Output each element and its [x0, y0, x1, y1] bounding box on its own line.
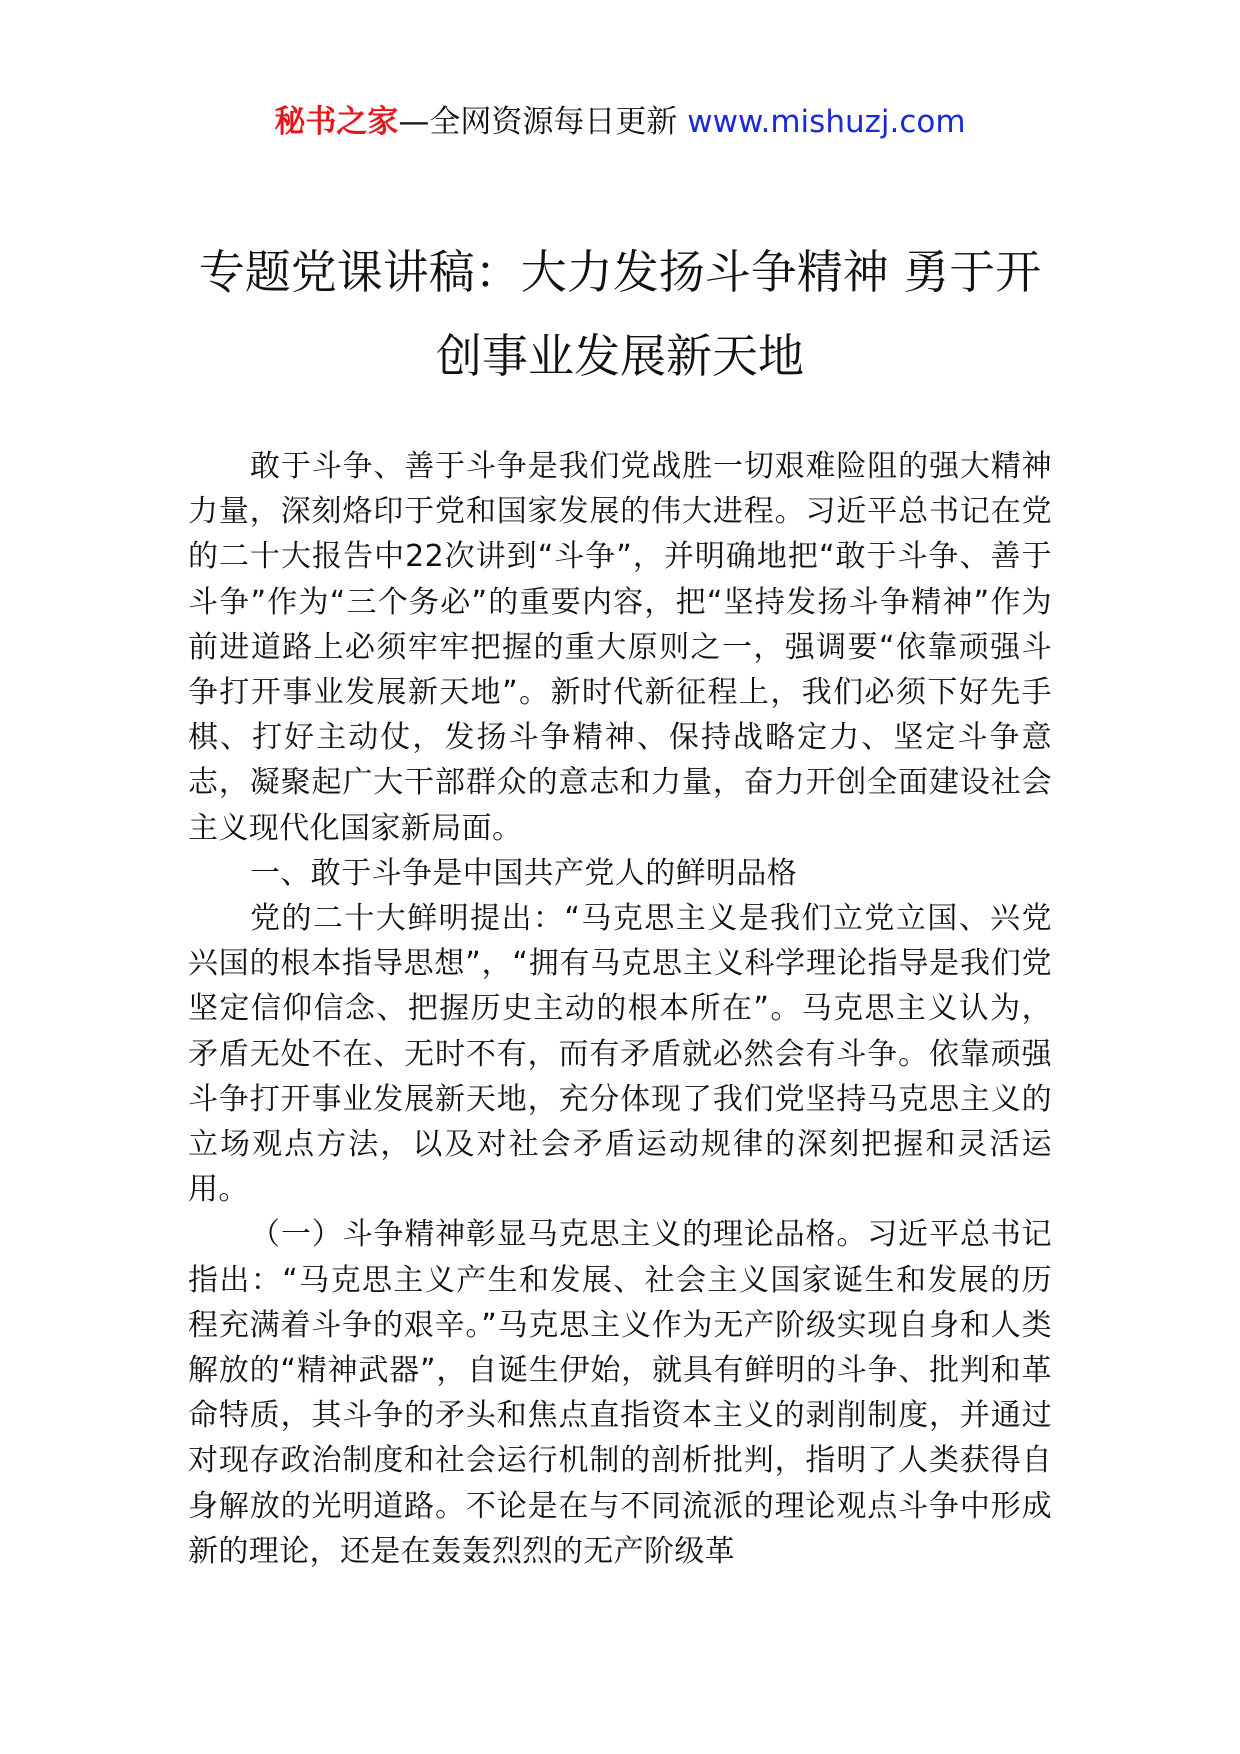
site-url-link[interactable]: www.mishuzj.com: [687, 104, 966, 140]
site-header: [0, 100, 1240, 144]
site-tagline: —全网资源每日更新: [398, 104, 678, 140]
document-title-line-2: 创事业发展新天地: [436, 329, 804, 383]
document-title: [150, 230, 1090, 398]
paragraph-subsection-1: （一）斗争精神彰显马克思主义的理论品格。习近平总书记指出：“马克思主义产生和发展、社会主义国家诞生和发展的历程充满着斗争的艰辛。”马克思主义作为无产阶级实现自身和人类解放的“精神武器”，自诞生伊始，就具有鲜明的斗争、批判和革命特质，其斗争的矛头和焦点直指资本主义的剥削制度，并通过对现存政治制度和社会运行机制的剖析批判，指明了人类获得自身解放的光明道路。不论是在与不同流派的理论观点斗争中形成新的理论，还是在轰轰烈烈的无产阶级革: [188, 1217, 1052, 1569]
site-brand: 秘书之家: [274, 104, 399, 140]
paragraph-section-1: 党的二十大鲜明提出：“马克思主义是我们立党立国、兴党兴国的根本指导思想”，“拥有马克思主义科学理论指导是我们党坚定信仰信念、把握历史主动的根本所在”。马克思主义认为，矛盾无处不在、无时不有，而有矛盾就必然会有斗争。依靠顽强斗争打开事业发展新天地，充分体现了我们党坚持马克思主义的立场观点方法，以及对社会矛盾运动规律的深刻把握和灵活运用。: [188, 901, 1052, 1208]
paragraph-intro: 敢于斗争、善于斗争是我们党战胜一切艰难险阻的强大精神力量，深刻烙印于党和国家发展的伟大进程。习近平总书记在党的二十大报告中22次讲到“斗争”，并明确地把“敢于斗争、善于斗争”作为“三个务必”的重要内容，把“坚持发扬斗争精神”作为前进道路上必须牢牢把握的重大原则之一，强调要“依靠顽强斗争打开事业发展新天地”。新时代新征程上，我们必须下好先手棋、打好主动仗，发扬斗争精神、保持战略定力、坚定斗争意志，凝聚起广大干部群众的意志和力量，奋力开创全面建设社会主义现代化国家新局面。: [188, 449, 1052, 846]
document-body: [188, 444, 1052, 1574]
document-title-line-1: 专题党课讲稿：大力发扬斗争精神 勇于开: [198, 245, 1042, 299]
section-heading-1: 一、敢于斗争是中国共产党人的鲜明品格: [250, 855, 798, 891]
